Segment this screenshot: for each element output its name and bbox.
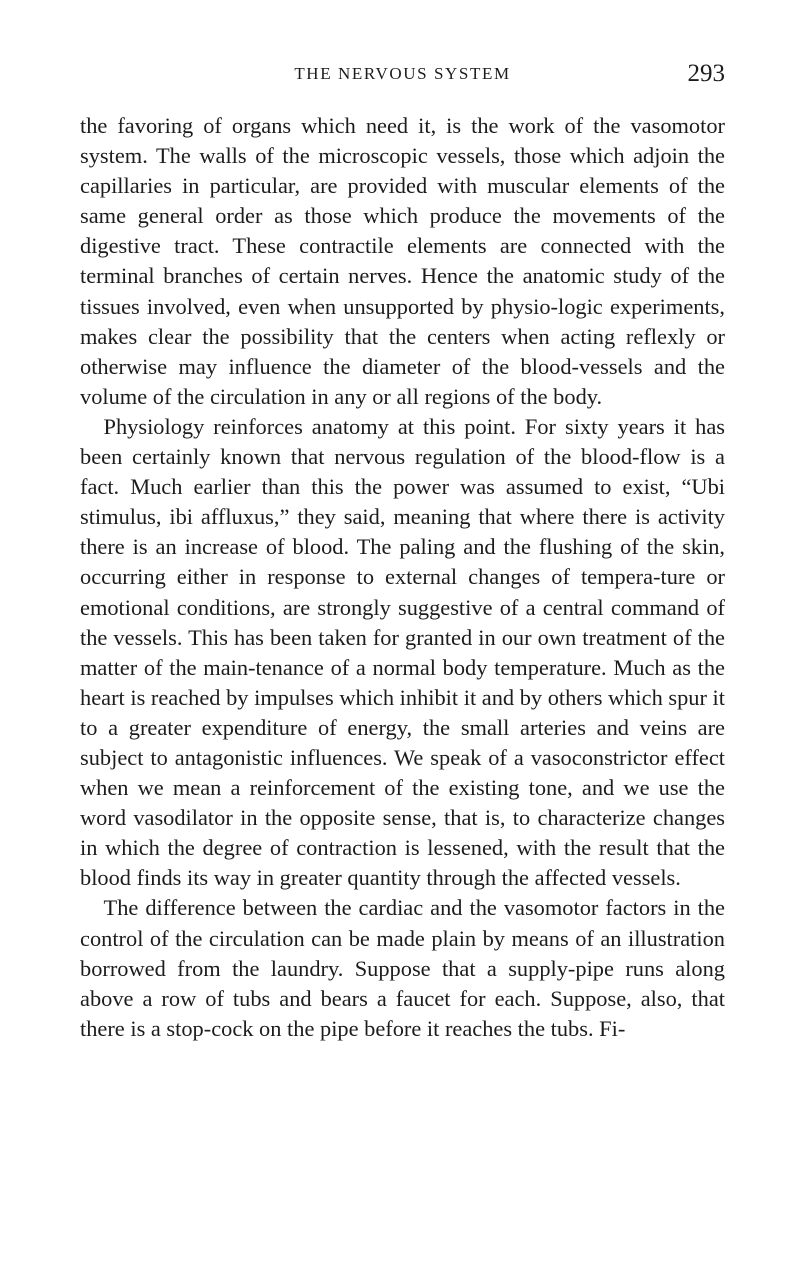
paragraph-3: The difference between the cardiac and the vasomotor factors in the control of the circulation can be made plain by means of an illustration borrowed from the laundry. Suppose that a supply-pipe runs along above a row of tubs and bears a faucet for each. Suppose, also, that there is a stop-cock on the pipe before it reaches the tubs. Fi- [80, 895, 725, 1041]
body-text [80, 111, 725, 1044]
page-number: 293 [687, 60, 725, 87]
paragraph-1: the favoring of organs which need it, is the work of the vasomotor system. The walls of the microscopic vessels, those which adjoin the capillaries in particular, are provided with muscular elements of the same general order as those which produce the movements of the digestive tract. These contractile elements are connected with the terminal branches of certain nerves. Hence the anatomic study of the tissues involved, even when unsupported by physio-logic experiments, makes clear the possibility that the centers when acting reflexly or otherwise may influence the diameter of the blood-vessels and the volume of the circulation in any or all regions of the body. [80, 113, 725, 409]
running-title: THE NERVOUS SYSTEM [294, 64, 511, 83]
paragraph-2: Physiology reinforces anatomy at this point. For sixty years it has been certainly known that nervous regulation of the blood-flow is a fact. Much earlier than this the power was assumed to exist, “Ubi stimulus, ibi affluxus,” they said, meaning that where there is activity there is an increase of blood. The paling and the flushing of the skin, occurring either in response to external changes of tempera-ture or emotional conditions, are strongly suggestive of a central command of the vessels. This has been taken for granted in our own treatment of the matter of the main-tenance of a normal body temperature. Much as the heart is reached by impulses which inhibit it and by others which spur it to a greater expenditure of energy, the small arteries and veins are subject to antagonistic influences. We speak of a vasoconstrictor effect when we mean a reinforcement of the existing tone, and we use the word vasodilator in the opposite sense, that is, to characterize changes in which the degree of contraction is lessened, with the result that the blood finds its way in greater quantity through the affected vessels. [80, 413, 725, 891]
running-head [80, 60, 725, 92]
